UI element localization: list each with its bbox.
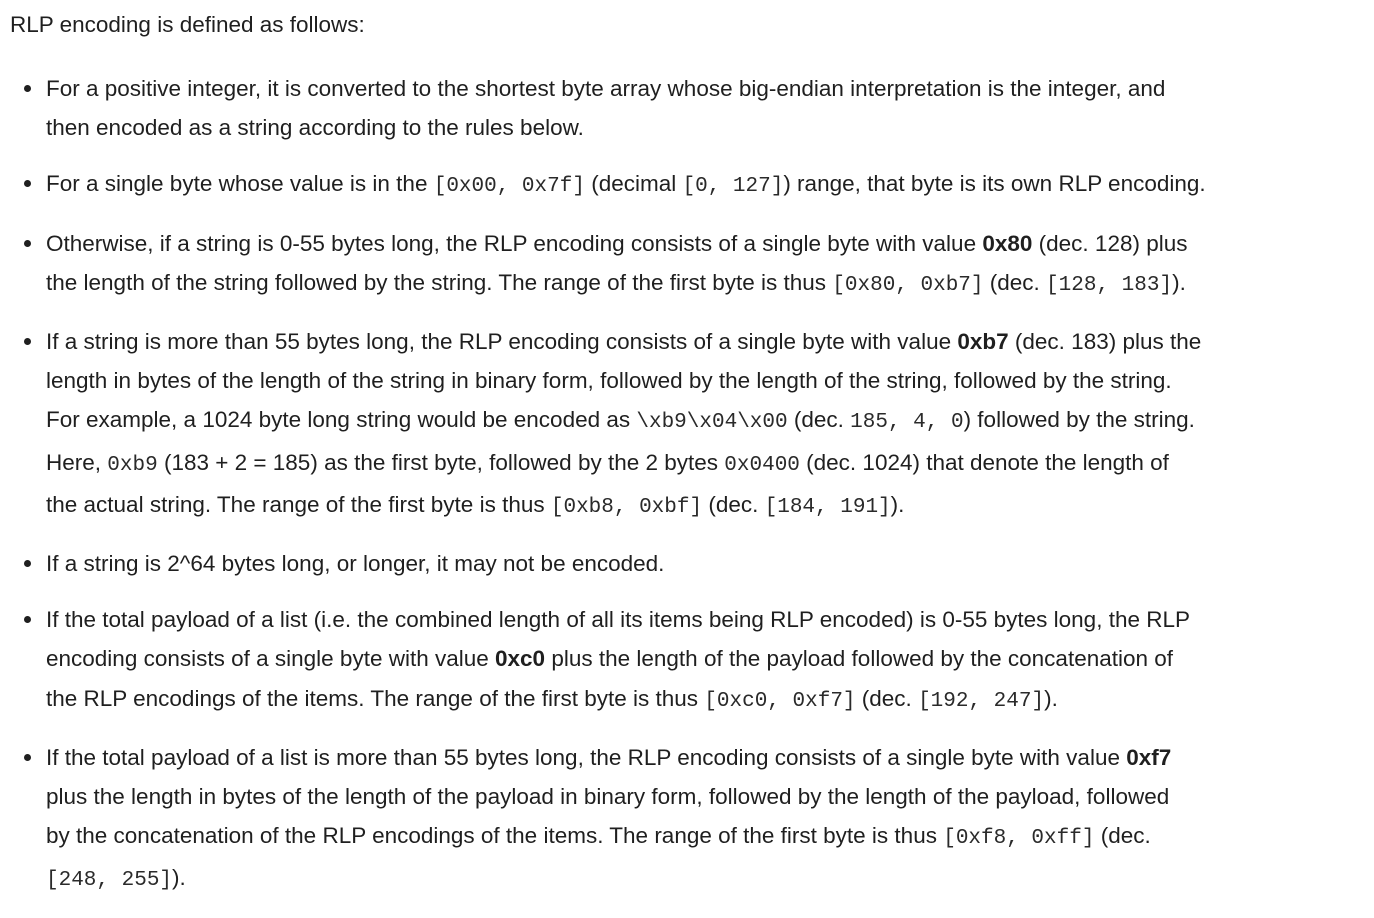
document-body xyxy=(10,10,1366,918)
rule-text: ) range, that byte is its own RLP encoding. xyxy=(783,171,1206,197)
code-value: \xb9\x04\x00 xyxy=(636,411,788,435)
rule-line xyxy=(46,231,1188,256)
rule-item xyxy=(10,544,1366,583)
rule-line xyxy=(46,607,1190,632)
rule-text: (dec. xyxy=(702,491,765,517)
rule-line xyxy=(46,115,584,140)
rule-line xyxy=(46,76,1165,101)
rule-text: the RLP encodings of the items. The range of the first byte is thus xyxy=(46,685,705,711)
rule-text: the actual string. The range of the first byte is thus xyxy=(46,491,551,517)
rule-text: (dec. xyxy=(855,685,919,711)
rule-text: For a single byte whose value is in the xyxy=(46,171,434,197)
bold-value: 0x80 xyxy=(982,230,1033,256)
bold-value: 0xc0 xyxy=(495,646,546,672)
rule-item xyxy=(10,164,1366,206)
code-value: [0xb8, 0xbf] xyxy=(550,495,703,519)
rule-text: ). xyxy=(1044,685,1058,711)
rule-text: length in bytes of the length of the string in binary form, followed by the length of the string, followed by the string. xyxy=(46,368,1172,394)
rule-text: (dec. 128) plus xyxy=(1032,230,1188,256)
code-value: [0x80, 0xb7] xyxy=(832,273,984,297)
rule-text: (dec. xyxy=(787,407,851,433)
rule-line xyxy=(46,686,1058,711)
rule-text: If a string is more than 55 bytes long, the RLP encoding consists of a single byte with value xyxy=(46,329,958,355)
rule-text: plus the length of the payload followed by the concatenation of xyxy=(545,646,1174,672)
rule-text: plus the length in bytes of the length of the payload in binary form, followed by the length of the payload, followed xyxy=(46,784,1170,810)
rule-text: If a string is 2^64 bytes long, or longer, it may not be encoded. xyxy=(46,551,665,577)
rule-text: ) followed by the string. xyxy=(963,407,1195,433)
rules-list xyxy=(10,69,1366,901)
rule-line xyxy=(46,823,1151,851)
code-value: [128, 183] xyxy=(1046,273,1173,297)
rule-line xyxy=(46,171,1206,199)
bold-value: 0xf7 xyxy=(1126,744,1172,770)
rule-line xyxy=(46,270,1186,295)
rule-line xyxy=(46,492,904,517)
rule-line xyxy=(46,784,1169,809)
code-value: [0, 127] xyxy=(682,175,784,199)
code-value: [0xc0, 0xf7] xyxy=(704,689,856,713)
rule-text: For example, a 1024 byte long string would be encoded as xyxy=(46,407,637,433)
rule-text: by the concatenation of the RLP encodings of the items. The range of the first byte is thus xyxy=(46,823,944,849)
code-value: [0x00, 0x7f] xyxy=(433,175,585,199)
rule-text: Otherwise, if a string is 0-55 bytes long, the RLP encoding consists of a single byte with value xyxy=(46,230,983,256)
code-value: 0xb9 xyxy=(107,453,158,477)
rule-line xyxy=(46,551,664,576)
code-value: [0xf8, 0xff] xyxy=(943,827,1095,851)
rule-text: (dec. 183) plus the xyxy=(1008,329,1202,355)
code-value: [248, 255] xyxy=(46,869,173,893)
rule-item xyxy=(10,224,1366,305)
code-value: 0x0400 xyxy=(724,453,800,477)
rule-text: encoding consists of a single byte with value xyxy=(46,646,496,672)
rule-item xyxy=(10,69,1366,147)
rule-text: If the total payload of a list is more than 55 bytes long, the RLP encoding consists of a single byte with value xyxy=(46,744,1127,770)
rule-item xyxy=(10,322,1366,527)
code-value: 185, 4, 0 xyxy=(850,411,964,435)
rule-item xyxy=(10,738,1366,901)
rule-line xyxy=(46,745,1171,770)
rule-text: For a positive integer, it is converted to the shortest byte array whose big-endian interpretation is the integer, and xyxy=(46,76,1166,101)
rule-text: (183 + 2 = 185) as the first byte, followed by the 2 bytes xyxy=(157,449,725,475)
rule-line xyxy=(46,646,1173,671)
intro-paragraph: RLP encoding is defined as follows: xyxy=(10,12,365,37)
rule-line xyxy=(46,368,1172,393)
rule-item xyxy=(10,600,1366,721)
rule-text: ). xyxy=(1172,269,1186,295)
rule-text: ). xyxy=(890,491,905,517)
rule-text: the length of the string followed by the string. The range of the first byte is thus xyxy=(46,269,833,295)
rule-line xyxy=(46,407,1195,435)
rule-text: (dec. xyxy=(1094,823,1151,849)
rule-line xyxy=(46,450,1169,475)
rule-text: (dec. xyxy=(983,269,1047,295)
rule-line xyxy=(46,865,186,893)
code-value: [192, 247] xyxy=(918,689,1045,713)
rule-text: Here, xyxy=(46,449,108,475)
rule-text: ). xyxy=(172,865,186,891)
rule-text: then encoded as a string according to the rules below. xyxy=(46,115,584,141)
rule-text: (decimal xyxy=(584,171,683,197)
rule-line xyxy=(46,329,1201,354)
bold-value: 0xb7 xyxy=(957,329,1009,355)
code-value: [184, 191] xyxy=(764,495,891,519)
rule-text: If the total payload of a list (i.e. the combined length of all its items being RLP encoded) is 0-55 bytes long, the RLP xyxy=(46,607,1190,633)
rule-text: (dec. 1024) that denote the length of xyxy=(799,449,1169,475)
